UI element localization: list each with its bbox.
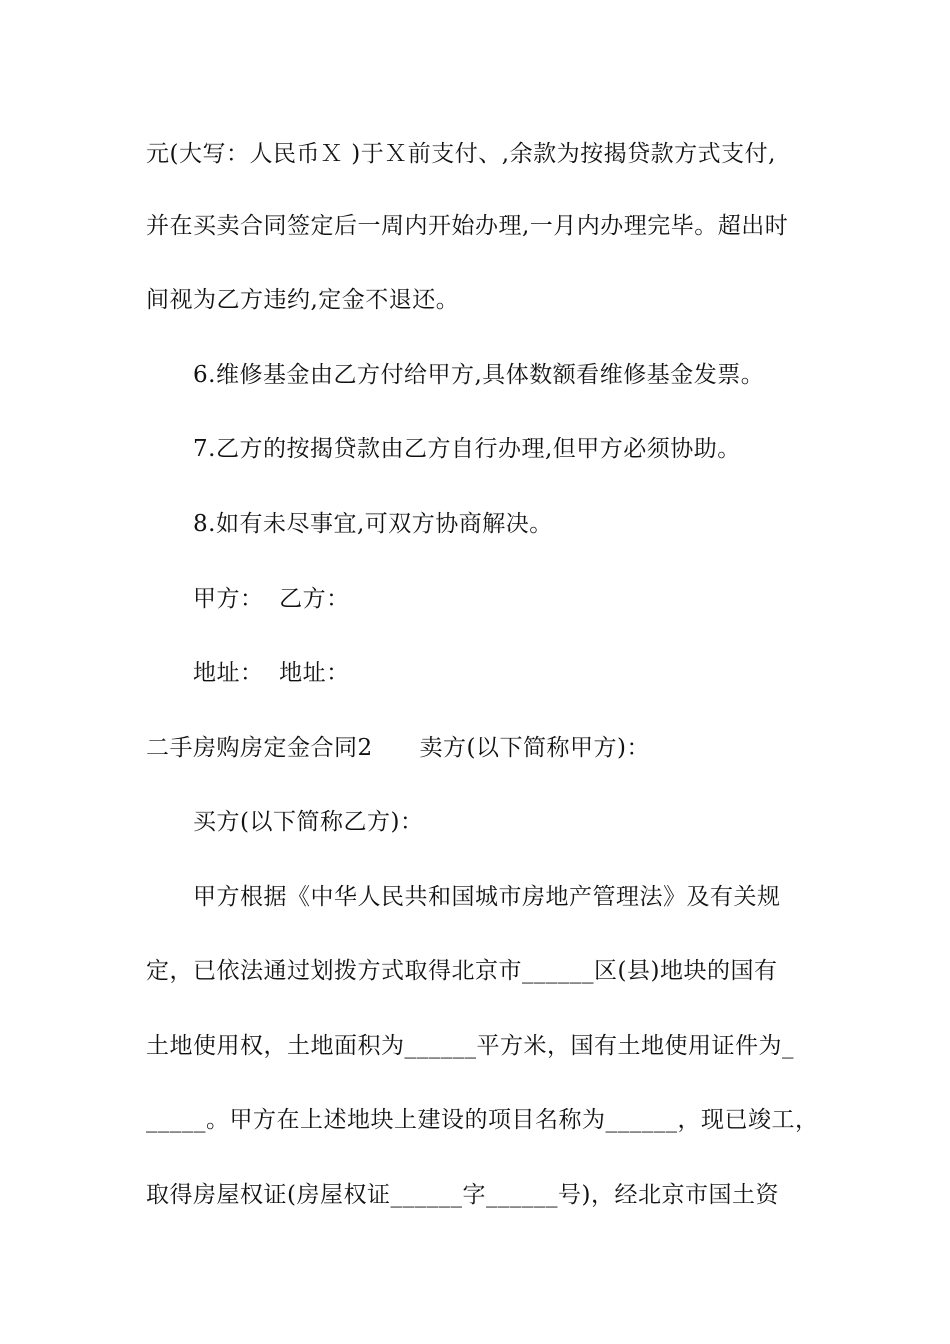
paragraph-line: 元(大写：人民币Ｘ )于Ｘ前支付、,余款为按揭贷款方式支付, — [146, 141, 776, 167]
clause-6: 6.维修基金由乙方付给甲方,具体数额看维修基金发票。 — [193, 362, 765, 388]
contract-heading: 二手房购房定金合同2 卖方(以下简称甲方)： — [146, 735, 650, 761]
paragraph-line: _____。甲方在上述地块上建设的项目名称为______，现已竣工， — [146, 1107, 819, 1133]
party-address-line: 地址： 地址： — [193, 660, 350, 686]
buyer-line: 买方(以下简称乙方)： — [193, 809, 424, 835]
party-signature-line: 甲方： 乙方： — [193, 586, 350, 612]
paragraph-line: 间视为乙方违约,定金不退还。 — [146, 287, 460, 313]
paragraph-line: 甲方根据《中华人民共和国城市房地产管理法》及有关规 — [193, 884, 781, 910]
clause-7: 7.乙方的按揭贷款由乙方自行办理,但甲方必须协助。 — [193, 436, 741, 462]
paragraph-line: 取得房屋权证(房屋权证______字______号)，经北京市国土资 — [146, 1182, 779, 1208]
clause-8: 8.如有未尽事宜,可双方协商解决。 — [193, 511, 553, 537]
paragraph-line: 并在买卖合同签定后一周内开始办理,一月内办理完毕。超出时 — [146, 213, 789, 239]
paragraph-line: 定，已依法通过划拨方式取得北京市______区(县)地块的国有 — [146, 958, 778, 984]
paragraph-line: 土地使用权，土地面积为______平方米，国有土地使用证件为_ — [146, 1033, 794, 1059]
